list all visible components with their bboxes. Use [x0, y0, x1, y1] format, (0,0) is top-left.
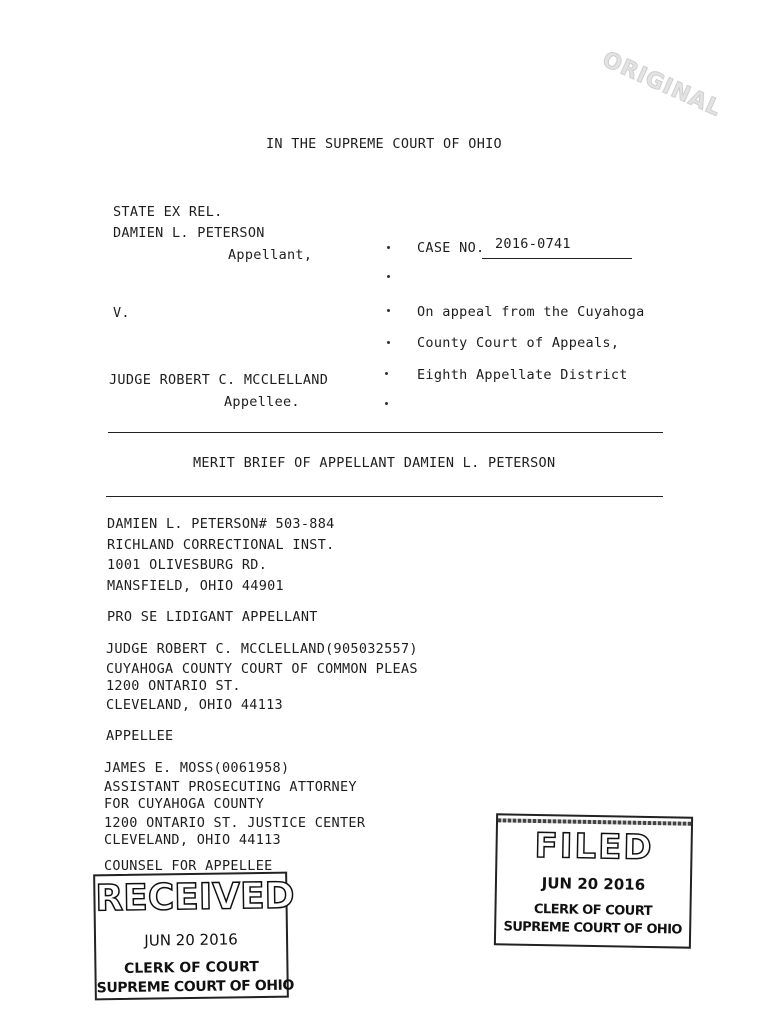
- filed-stamp-court: SUPREME COURT OF OHIO: [503, 919, 682, 938]
- caption-bullet: [387, 309, 390, 312]
- appeal-line-3: Eighth Appellate District: [417, 367, 628, 383]
- filed-stamp: [494, 813, 693, 948]
- filed-stamp-date: JUN 20 2016: [541, 874, 646, 894]
- filed-stamp-clerk: CLERK OF COURT: [533, 901, 653, 920]
- appellant-line-4: MANSFIELD, OHIO 44901: [107, 578, 284, 594]
- brief-title: MERIT BRIEF OF APPELLANT DAMIEN L. PETERSON: [193, 455, 556, 471]
- counsel-line-5: CLEVELAND, OHIO 44113: [104, 832, 281, 848]
- received-stamp-title: RECEIVED: [95, 875, 295, 920]
- counsel-line-3: FOR CUYAHOGA COUNTY: [104, 796, 265, 812]
- appeal-line-1: On appeal from the Cuyahoga: [417, 304, 645, 320]
- appellee-role: APPELLEE: [106, 728, 174, 744]
- received-stamp-date: JUN 20 2016: [144, 930, 238, 950]
- relator-line-1: STATE EX REL.: [113, 204, 223, 220]
- counsel-role: COUNSEL FOR APPELLEE: [104, 858, 273, 874]
- case-no-value: 2016-0741: [495, 236, 571, 252]
- filed-stamp-title: FILED: [534, 825, 654, 869]
- caption-bullet: [387, 275, 390, 278]
- versus: V.: [113, 305, 130, 321]
- appellee-line-3: 1200 ONTARIO ST.: [106, 678, 241, 694]
- appellee-line-2: CUYAHOGA COUNTY COURT OF COMMON PLEAS: [106, 661, 418, 677]
- counsel-line-2: ASSISTANT PROSECUTING ATTORNEY: [104, 779, 357, 795]
- respondent-name: JUDGE ROBERT C. MCCLELLAND: [109, 372, 329, 388]
- appellant-role: PRO SE LIDIGANT APPELLANT: [107, 609, 318, 625]
- appellee-line-1: JUDGE ROBERT C. MCCLELLAND(905032557): [106, 641, 418, 657]
- received-stamp-clerk: CLERK OF COURT: [123, 959, 259, 977]
- caption-bullet: [387, 341, 390, 344]
- original-watermark: ORIGINAL: [598, 47, 726, 122]
- divider-top: [108, 432, 663, 433]
- appellant-line-1: DAMIEN L. PETERSON# 503-884: [107, 516, 335, 532]
- counsel-line-1: JAMES E. MOSS(0061958): [104, 760, 290, 776]
- caption-bullet: [385, 402, 388, 405]
- appeal-line-2: County Court of Appeals,: [417, 335, 620, 351]
- caption-bullet: [387, 246, 390, 249]
- appellant-line-3: 1001 OLIVESBURG RD.: [107, 557, 268, 573]
- received-stamp-court: SUPREME COURT OF OHIO: [96, 977, 295, 997]
- respondent-role: Appellee.: [224, 394, 300, 410]
- divider-bottom: [106, 496, 663, 497]
- relator-line-2: DAMIEN L. PETERSON: [113, 225, 265, 241]
- appellee-line-4: CLEVELAND, OHIO 44113: [106, 697, 283, 713]
- case-no-label: CASE NO.: [417, 240, 485, 256]
- caption-bullet: [385, 372, 388, 375]
- stamp-edge: [498, 818, 691, 825]
- court-title: IN THE SUPREME COURT OF OHIO: [266, 136, 502, 152]
- received-stamp: [93, 872, 295, 1001]
- appellant-line-2: RICHLAND CORRECTIONAL INST.: [107, 537, 335, 553]
- case-no-underline: [482, 258, 632, 259]
- relator-role: Appellant,: [228, 247, 313, 263]
- counsel-line-4: 1200 ONTARIO ST. JUSTICE CENTER: [104, 815, 366, 831]
